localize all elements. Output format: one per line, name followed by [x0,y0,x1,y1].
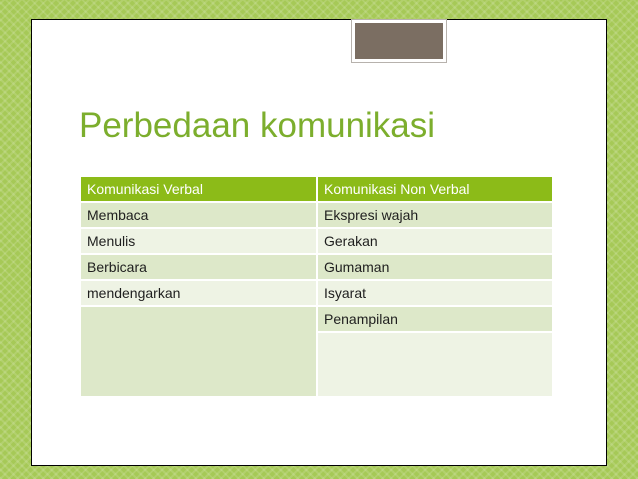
header-verbal: Komunikasi Verbal [81,177,316,201]
cell-non-verbal [318,333,552,396]
cell-non-verbal: Penampilan [318,307,552,331]
table-row [81,255,552,279]
table-row [81,307,552,331]
cell-non-verbal: Gumaman [318,255,552,279]
cell-verbal: mendengarkan [81,281,316,305]
table-row [81,229,552,253]
table-header-row [81,177,552,201]
cell-non-verbal: Ekspresi wajah [318,203,552,227]
cell-verbal [81,307,316,396]
cell-verbal: Menulis [81,229,316,253]
header-non-verbal: Komunikasi Non Verbal [318,177,552,201]
comparison-table [79,175,554,398]
table-row [81,203,552,227]
cell-non-verbal: Isyarat [318,281,552,305]
cell-verbal: Berbicara [81,255,316,279]
slide-title: Perbedaan komunikasi [79,106,436,145]
picture-placeholder [352,20,446,62]
table-row [81,281,552,305]
cell-verbal: Membaca [81,203,316,227]
cell-non-verbal: Gerakan [318,229,552,253]
